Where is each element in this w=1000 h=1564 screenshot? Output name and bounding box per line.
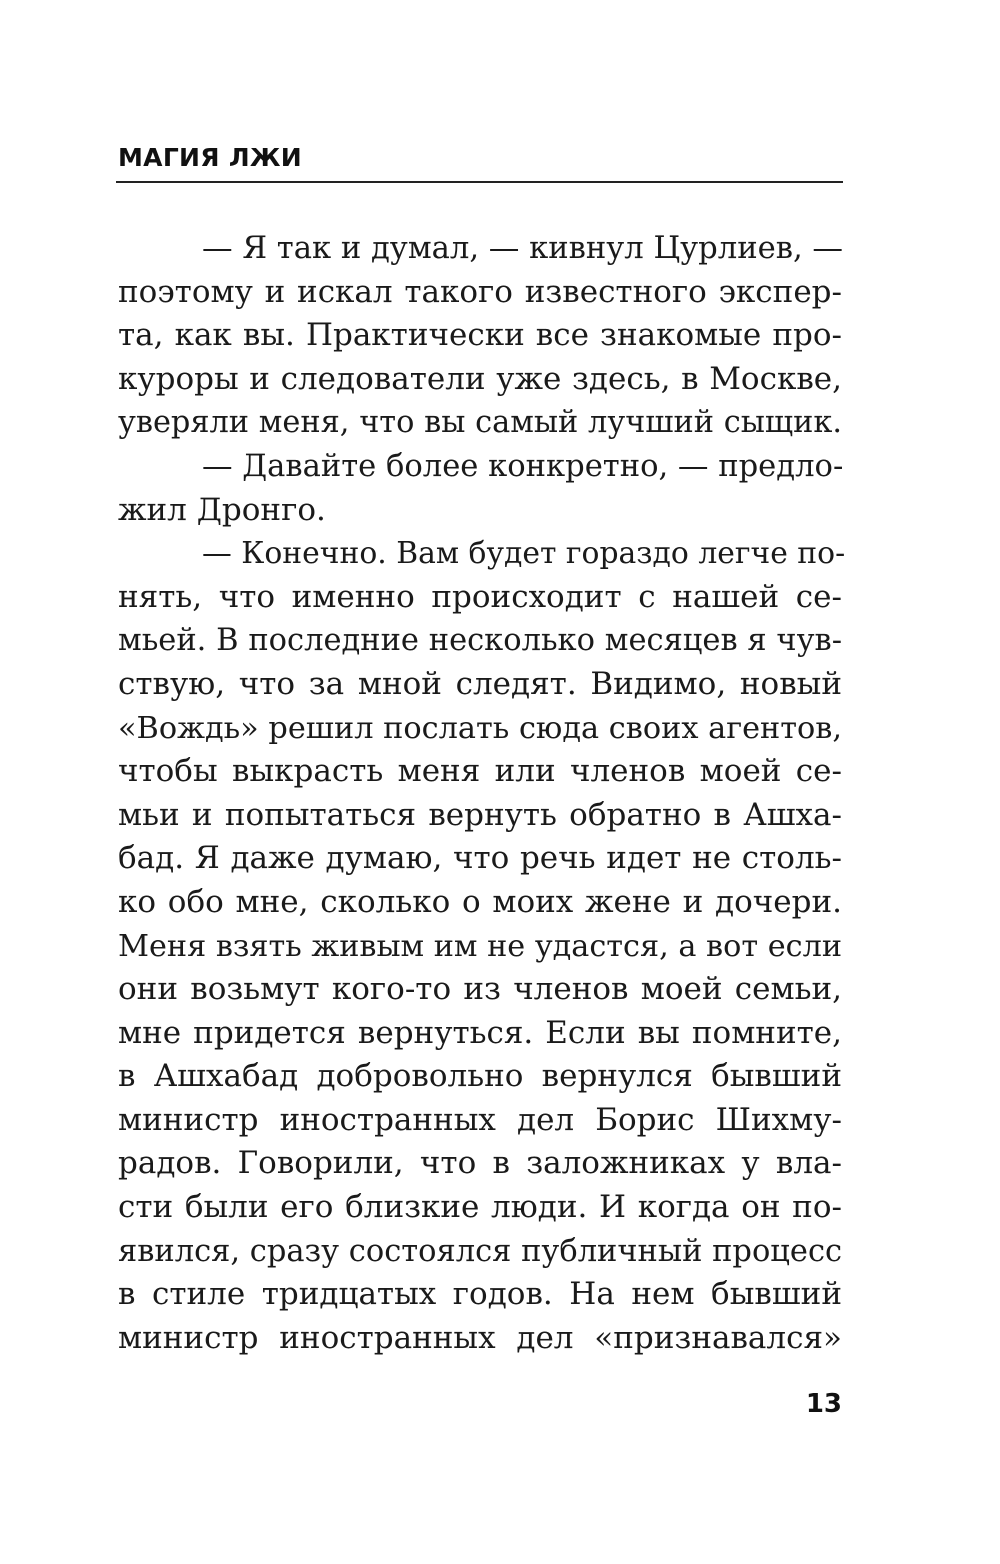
text-line: сти были его близкие люди. И когда он по- bbox=[118, 1189, 842, 1226]
text-line: мьей. В последние несколько месяцев я чув- bbox=[118, 623, 842, 659]
text-line: — Давайте более конкретно, — предло- bbox=[202, 448, 844, 484]
text-line: ко обо мне, сколько о моих жене и дочери. bbox=[118, 883, 842, 920]
text-line: та, как вы. Практически все знакомые про- bbox=[118, 317, 842, 354]
text-line: Меня взять живым им не удастся, а вот если bbox=[118, 928, 842, 964]
text-line: уверяли меня, что вы самый лучший сыщик. bbox=[118, 405, 842, 441]
text-line: радов. Говорили, что в заложниках у вла- bbox=[118, 1145, 842, 1182]
text-line: министр иностранных дел «признавался» bbox=[118, 1319, 842, 1356]
text-line: они возьмут кого-то из членов моей семьи, bbox=[118, 971, 842, 1008]
text-line: мьи и попытаться вернуть обратно в Ашха- bbox=[118, 796, 842, 833]
text-line: в Ашхабад добровольно вернулся бывший bbox=[118, 1058, 842, 1095]
text-line: явился, сразу состоялся публичный процесс bbox=[118, 1233, 843, 1269]
text-line: бад. Я даже думаю, что речь идет не столь- bbox=[118, 840, 842, 877]
text-line: — Я так и думал, — кивнул Цурлиев, — bbox=[202, 231, 844, 266]
text-line: нять, что именно происходит с нашей се- bbox=[118, 578, 842, 615]
text-line: жил Дронго. bbox=[118, 491, 326, 528]
text-line: — Конечно. Вам будет гораздо легче по- bbox=[202, 536, 846, 572]
text-line: поэтому и искал такого известного экспер- bbox=[118, 273, 842, 310]
text-line: мне придется вернуться. Если вы помните, bbox=[118, 1014, 842, 1051]
running-header-title: МАГИЯ ЛЖИ bbox=[118, 143, 303, 172]
text-line: министр иностранных дел Борис Шихму- bbox=[118, 1101, 842, 1138]
text-body bbox=[118, 227, 846, 1360]
text-line: «Вождь» решил послать сюда своих агентов, bbox=[118, 710, 842, 746]
text-line: ствую, что за мной следят. Видимо, новый bbox=[118, 665, 842, 702]
header-rule bbox=[116, 181, 843, 183]
text-line: в стиле тридцатых годов. На нем бывший bbox=[118, 1276, 842, 1313]
page-number: 13 bbox=[805, 1389, 842, 1419]
text-line: куроры и следователи уже здесь, в Москве, bbox=[118, 360, 842, 397]
text-line: чтобы выкрасть меня или членов моей се- bbox=[118, 753, 842, 790]
